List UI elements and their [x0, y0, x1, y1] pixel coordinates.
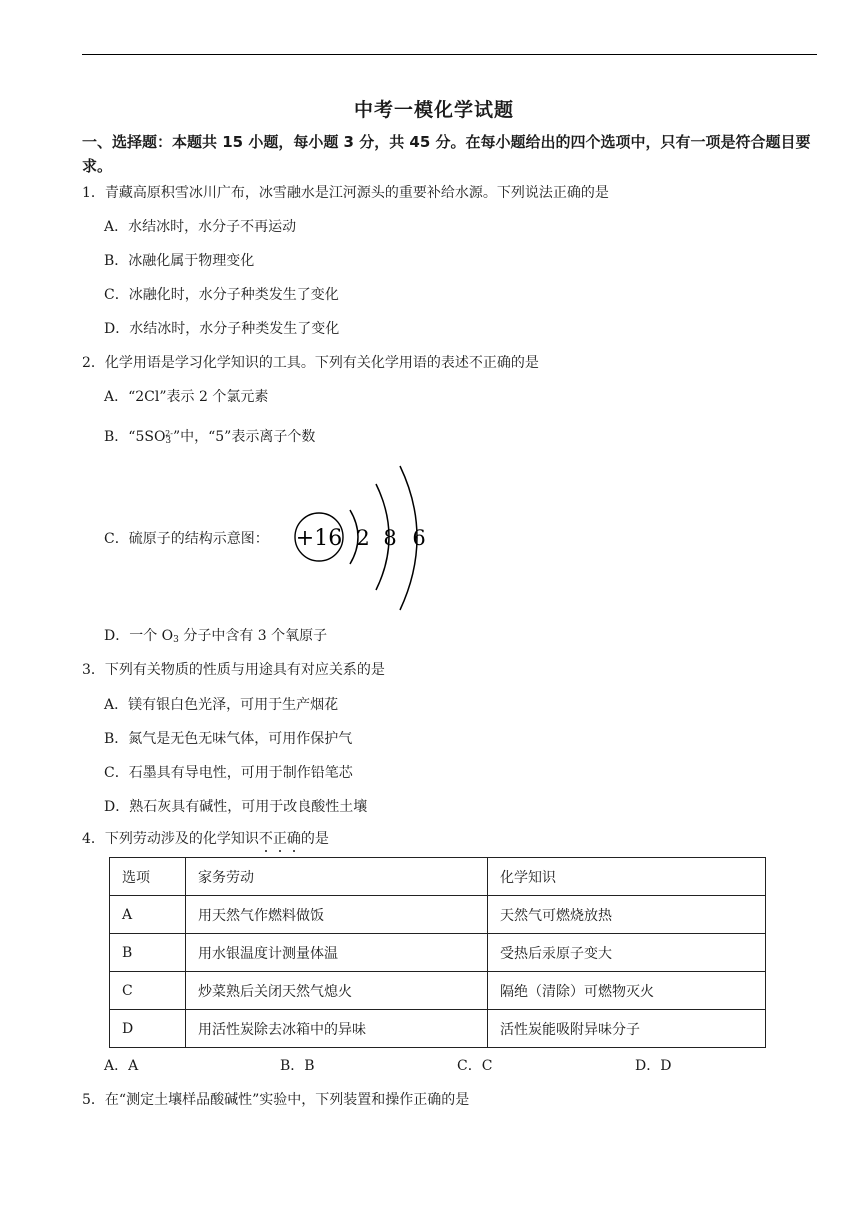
table-row — [110, 1010, 766, 1048]
table-header-cell: 化学知识 — [488, 858, 766, 896]
question-3-option-b[interactable]: B．氮气是无色无味气体，可用作保护气 — [104, 731, 353, 747]
shell-3-electrons: 6 — [412, 526, 426, 550]
option-d-text-pre: D．一个 O — [104, 628, 174, 644]
question-3-option-a[interactable]: A．镁有银白色光泽，可用于生产烟花 — [104, 697, 339, 713]
option-d-text-post: 分子中含有 3 个氧原子 — [178, 628, 328, 644]
question-1-option-b[interactable]: B．冰融化属于物理变化 — [104, 253, 255, 269]
question-4-stem-post: 的是 — [300, 831, 329, 847]
table-cell: 活性炭能吸附异味分子 — [488, 1010, 766, 1048]
question-4-answer-c[interactable]: C．C — [457, 1058, 493, 1074]
ozone-subscript: 3 — [173, 635, 179, 645]
table-cell: 用天然气作燃料做饭 — [186, 896, 488, 934]
section-heading: 一、选择题：本题共 15 小题，每小题 3 分，共 45 分。在每小题给出的四个选项中，只有一项是符合题目要求。 — [82, 133, 811, 175]
question-1-option-a[interactable]: A．水结冰时，水分子不再运动 — [104, 219, 297, 235]
sulfite-subscript: 3 — [165, 436, 172, 446]
question-4-answer-b[interactable]: B．B — [280, 1058, 315, 1074]
option-b-text-pre: B．“5SO — [104, 429, 166, 445]
nucleus-charge: +16 — [295, 526, 343, 551]
table-cell: A — [110, 896, 186, 934]
header-rule — [82, 54, 817, 55]
emphasis-char-1: 不 — [258, 831, 273, 847]
table-header-cell: 选项 — [110, 858, 186, 896]
question-1-option-c[interactable]: C．冰融化时，水分子种类发生了变化 — [104, 287, 339, 303]
question-3-stem: 3．下列有关物质的性质与用途具有对应关系的是 — [82, 662, 385, 678]
question-1-stem: 1．青藏高原积雪冰川广布，冰雪融水是江河源头的重要补给水源。下列说法正确的是 — [82, 185, 609, 201]
question-5-stem: 5．在“测定土壤样品酸碱性”实验中，下列装置和操作正确的是 — [82, 1092, 470, 1108]
table-row — [110, 934, 766, 972]
table-cell: 用水银温度计测量体温 — [186, 934, 488, 972]
table-row — [110, 972, 766, 1010]
shell-2-electrons: 8 — [383, 526, 397, 550]
table-cell: 炒菜熟后关闭天然气熄火 — [186, 972, 488, 1010]
table-cell: B — [110, 934, 186, 972]
table-cell: 用活性炭除去冰箱中的异味 — [186, 1010, 488, 1048]
table-header-row — [110, 858, 766, 896]
table-header-cell: 家务劳动 — [186, 858, 488, 896]
question-2-option-c[interactable]: C．硫原子的结构示意图： — [104, 531, 269, 547]
table-cell: 隔绝（清除）可燃物灭火 — [488, 972, 766, 1010]
sulfite-charge: 2- — [165, 429, 173, 438]
question-3-option-d[interactable]: D．熟石灰具有碱性，可用于改良酸性土壤 — [104, 799, 368, 815]
question-3-option-c[interactable]: C．石墨具有导电性，可用于制作铅笔芯 — [104, 765, 353, 781]
question-2-option-b[interactable] — [104, 426, 315, 446]
question-4-answer-a[interactable]: A．A — [104, 1058, 139, 1074]
question-1-option-d[interactable]: D．水结冰时，水分子种类发生了变化 — [104, 321, 340, 337]
question-2-stem: 2．化学用语是学习化学知识的工具。下列有关化学用语的表述不正确的是 — [82, 355, 539, 371]
question-4-table — [109, 857, 766, 1048]
shell-1-electrons: 2 — [356, 526, 370, 550]
option-b-text-post: ”中，“5”表示离子个数 — [172, 429, 316, 445]
question-4-answer-d[interactable]: D．D — [635, 1058, 672, 1074]
emphasis-char-2: 正 — [272, 831, 287, 847]
page-title: 中考一模化学试题 — [353, 99, 514, 121]
question-2-option-d[interactable] — [104, 625, 327, 645]
emphasis-char-3: 确 — [286, 831, 301, 847]
table-cell: D — [110, 1010, 186, 1048]
sulfur-atom-structure-diagram — [288, 462, 438, 612]
question-4-stem-pre: 4．下列劳动涉及的化学知识 — [82, 831, 259, 847]
question-2-option-a[interactable]: A．“2Cl”表示 2 个氯元素 — [104, 389, 269, 405]
table-row — [110, 896, 766, 934]
question-4-stem — [82, 828, 329, 848]
table-cell: 受热后汞原子变大 — [488, 934, 766, 972]
table-cell: 天然气可燃烧放热 — [488, 896, 766, 934]
table-cell: C — [110, 972, 186, 1010]
